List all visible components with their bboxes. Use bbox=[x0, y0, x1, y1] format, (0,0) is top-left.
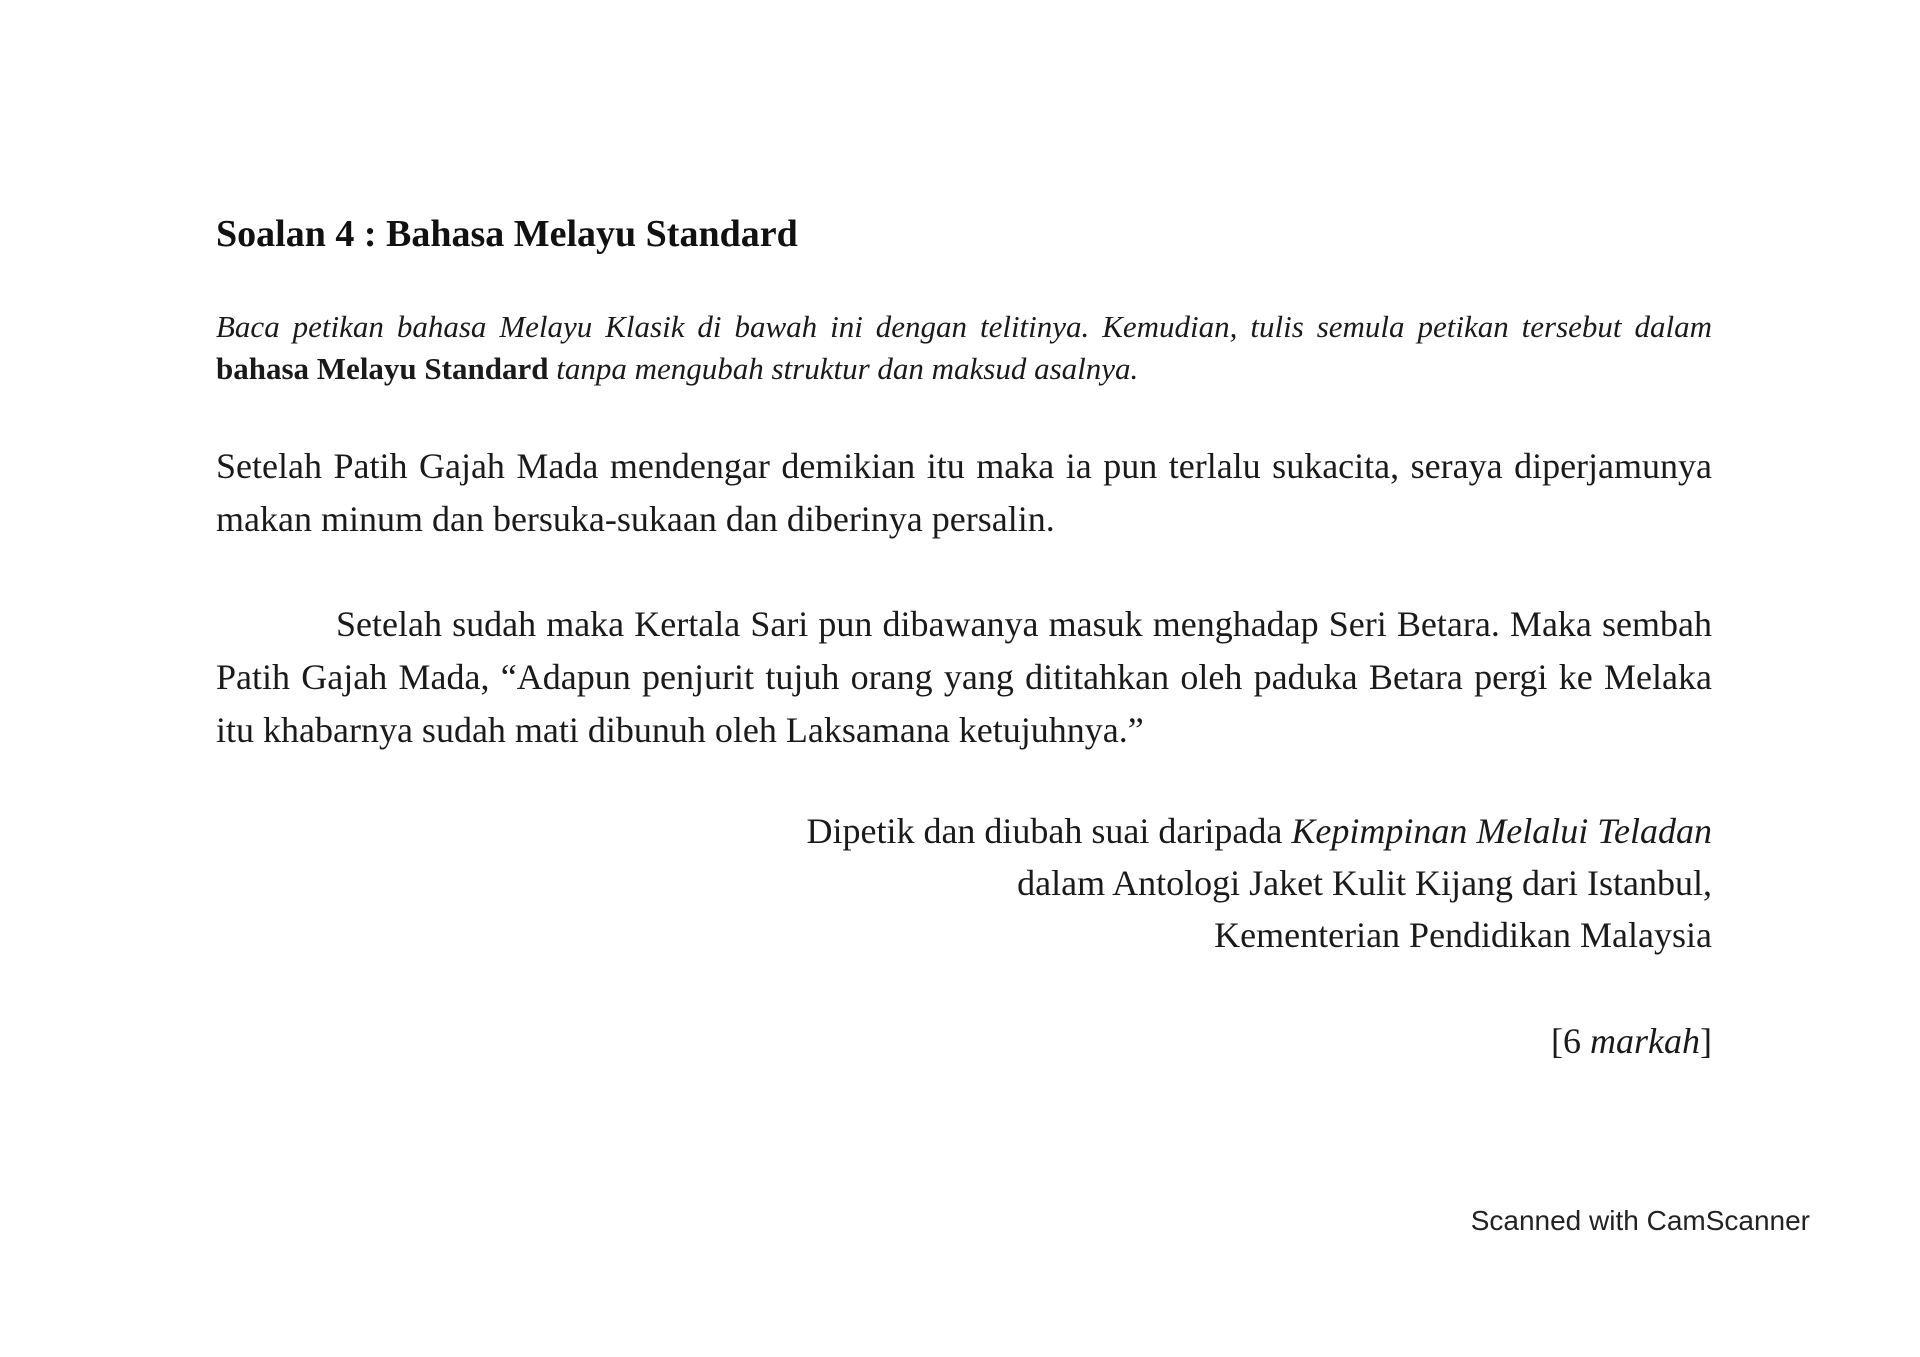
source-line-1 bbox=[712, 805, 1712, 857]
source-line-3: Kementerian Pendidikan Malaysia bbox=[1214, 915, 1712, 955]
source-title: Kepimpinan Melalui Teladan bbox=[1291, 811, 1712, 851]
passage-paragraph-1: Setelah Patih Gajah Mada mendengar demikian itu maka ia pun terlalu sukacita, seraya diperjamunya makan minum dan bersuka-sukaan dan diberinya persalin. bbox=[216, 446, 1712, 539]
scanner-watermark: Scanned with CamScanner bbox=[1470, 1205, 1810, 1236]
marks-open: [6 bbox=[1551, 1021, 1581, 1061]
question-instruction bbox=[216, 306, 1712, 390]
marks-close: ] bbox=[1700, 1021, 1712, 1061]
instruction-text-start: Baca petikan bahasa Melayu Klasik di bawah ini dengan telitinya. Kemudian, tulis semula petikan tersebut dalam bbox=[216, 309, 1712, 344]
passage-paragraph-2: Setelah sudah maka Kertala Sari pun dibawanya masuk menghadap Seri Betara. Maka sembah Patih Gajah Mada, “Adapun penjurit tujuh orang yang dititahkan oleh paduka Betara pergi ke Melaka itu khabarnya sudah mati dibunuh oleh Laksamana ketujuhnya.” bbox=[216, 604, 1712, 750]
marks-word: markah bbox=[1590, 1021, 1700, 1061]
instruction-text-end: tanpa mengubah struktur dan maksud asalnya. bbox=[556, 351, 1139, 386]
question-heading: Soalan 4 : Bahasa Melayu Standard bbox=[216, 213, 798, 255]
source-line-2: dalam Antologi Jaket Kulit Kijang dari Istanbul, bbox=[1017, 863, 1712, 903]
marks-label bbox=[1551, 1020, 1712, 1062]
source-prefix: Dipetik dan diubah suai daripada bbox=[806, 811, 1283, 851]
instruction-emphasis: bahasa Melayu Standard bbox=[216, 351, 549, 386]
source-citation bbox=[712, 805, 1712, 961]
